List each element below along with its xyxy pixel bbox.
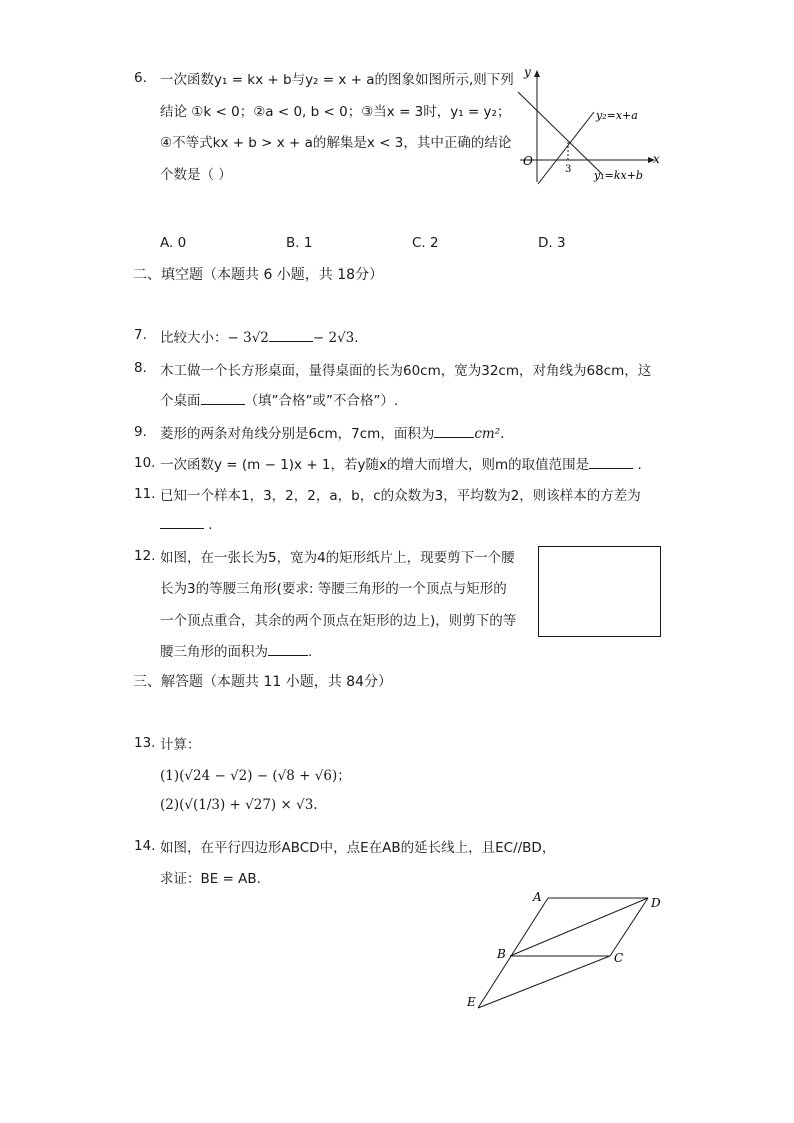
q12-line4: 腰三角形的面积为 . [160, 640, 312, 660]
label-e: E [467, 995, 476, 1009]
q13-part2: (2)(√(1/3) + √27) × √3. [160, 797, 318, 813]
q8-line1: 木工做一个长方形桌面，量得桌面的长为60cm，宽为32cm，对角线为68cm，这 [160, 363, 652, 379]
graph-y-label: y [524, 65, 531, 79]
q12-rectangle-figure [538, 546, 661, 637]
q6-choice-c: C. 2 [412, 235, 439, 251]
q12-number: 12. [134, 548, 156, 564]
label-a: A [533, 890, 542, 904]
graph-line2-label: y₂=x+a [596, 109, 638, 122]
q9-number: 9. [134, 424, 147, 440]
q9-text: 菱形的两条对角线分别是6cm，7cm，面积为 cm². [160, 422, 504, 442]
edge-dc [610, 898, 648, 956]
q8-number: 8. [134, 360, 147, 376]
q13-number: 13. [134, 735, 156, 751]
q12-line2: 长为3的等腰三角形(要求: 等腰三角形的一个顶点与矩形的 [160, 581, 507, 597]
q6-choice-b: B. 1 [286, 235, 313, 251]
q13-title: 计算： [160, 737, 201, 753]
q7-text: 比较大小：− 3√2 − 2√3. [160, 326, 359, 346]
q6-choice-a: A. 0 [160, 235, 187, 251]
section3-title: 三、解答题（本题共 11 小题，共 84分） [133, 674, 392, 690]
q6-choice-d: D. 3 [538, 235, 566, 251]
diagonal-bd [510, 898, 648, 956]
y-axis-arrow [534, 70, 540, 77]
q14-number: 14. [134, 838, 156, 854]
q7-number: 7. [134, 327, 147, 343]
label-d: D [651, 896, 661, 910]
q11-line1: 已知一个样本1，3，2，2，a，b，c的众数为3，平均数为2，则该样本的方差为 [160, 488, 641, 504]
q12-line1: 如图，在一张长为5，宽为4的矩形纸片上，现要剪下一个腰 [160, 550, 515, 566]
q6-number: 6. [134, 70, 147, 86]
section2-title: 二、填空题（本题共 6 小题，共 18分） [133, 267, 384, 283]
q10-number: 10. [134, 455, 156, 471]
graph-tick-3: 3 [565, 164, 572, 175]
q11-line2: . [160, 514, 213, 533]
q14-parallelogram-figure [462, 888, 672, 1016]
label-c: C [614, 951, 624, 965]
graph-line1-label: y₁=kx+b [594, 169, 643, 182]
q8-line2: 个桌面 （填”合格”或”不合格”）. [160, 389, 398, 409]
edge-ae [478, 898, 548, 1008]
q12-line3: 一个顶点重合，其余的两个顶点在矩形的边上)，则剪下的等 [160, 613, 517, 629]
q6-function-graph [510, 62, 670, 190]
segment-ec [478, 956, 610, 1008]
q6-line4: 个数是（ ） [160, 167, 232, 183]
q11-number: 11. [134, 486, 156, 502]
q14-line1: 如图，在平行四边形ABCD中，点E在AB的延长线上，且EC//BD， [160, 840, 556, 856]
q14-line2: 求证：BE = AB. [160, 871, 261, 887]
q13-part1: (1)(√24 − √2) − (√8 + √6)； [160, 768, 351, 784]
q10-text: 一次函数y = (m − 1)x + 1，若y随x的增大而增大，则m的取值范围是 . [160, 453, 642, 473]
q6-line3: ④不等式kx + b > x + a的解集是x < 3，其中正确的结论 [160, 135, 512, 151]
label-b: B [497, 947, 506, 961]
q6-line2: 结论 ①k < 0；②a < 0, b < 0；③当x = 3时，y₁ = y₂； [160, 104, 511, 120]
graph-origin-label: O [523, 154, 533, 168]
graph-x-label: x [653, 152, 660, 166]
q6-line1: 一次函数y₁ = kx + b与y₂ = x + a的图象如图所示,则下列 [160, 72, 514, 88]
